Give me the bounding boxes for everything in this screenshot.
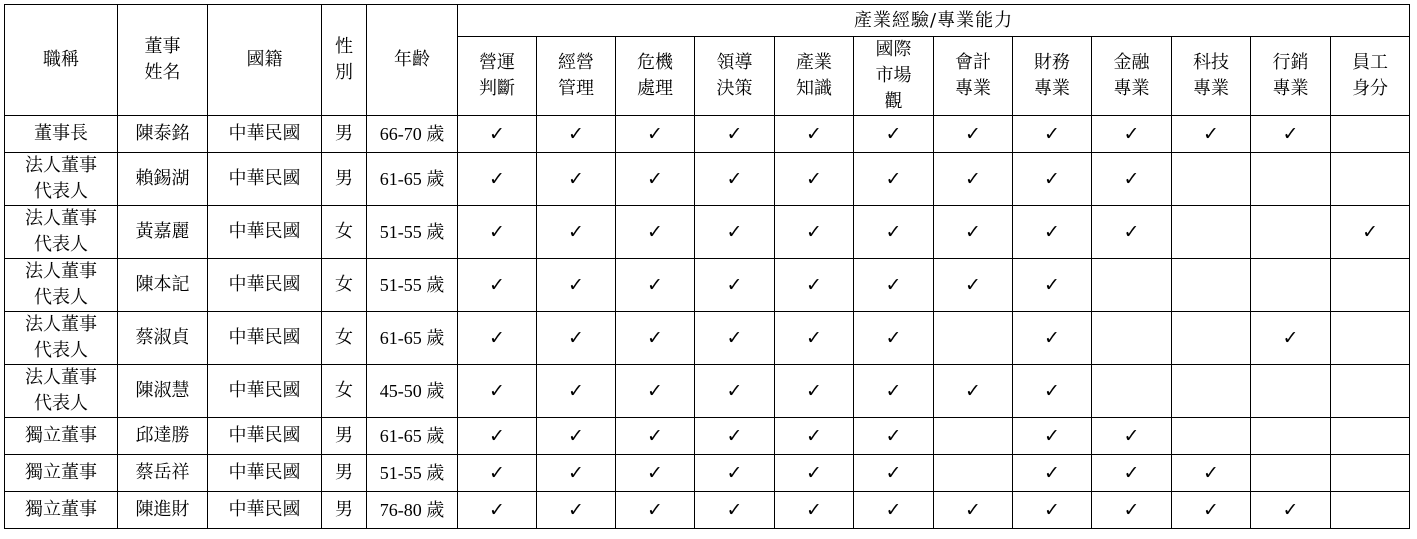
cell-age: 51-55 歲 [367, 206, 458, 259]
header-skill-3: 領導 決策 [695, 37, 775, 116]
check-mark-icon: ✓ [775, 206, 854, 259]
cell-empty [1172, 312, 1251, 365]
cell-title: 董事長 [5, 116, 118, 153]
cell-name: 蔡淑貞 [118, 312, 208, 365]
check-mark-icon: ✓ [616, 116, 695, 153]
check-mark-icon: ✓ [616, 153, 695, 206]
cell-empty [934, 418, 1013, 455]
cell-gender: 男 [322, 492, 367, 529]
header-age: 年齡 [367, 5, 458, 116]
cell-age: 61-65 歲 [367, 153, 458, 206]
cell-nationality: 中華民國 [208, 206, 322, 259]
check-mark-icon: ✓ [1092, 455, 1172, 492]
check-mark-icon: ✓ [1251, 492, 1331, 529]
check-mark-icon: ✓ [537, 259, 616, 312]
cell-age: 51-55 歲 [367, 259, 458, 312]
check-mark-icon: ✓ [695, 116, 775, 153]
check-mark-icon: ✓ [775, 116, 854, 153]
check-mark-icon: ✓ [775, 153, 854, 206]
check-mark-icon: ✓ [775, 259, 854, 312]
cell-empty [934, 455, 1013, 492]
check-mark-icon: ✓ [1251, 312, 1331, 365]
check-mark-icon: ✓ [1013, 259, 1092, 312]
header-skill-8: 金融 專業 [1092, 37, 1172, 116]
header-skill-9: 科技 專業 [1172, 37, 1251, 116]
check-mark-icon: ✓ [537, 492, 616, 529]
cell-age: 45-50 歲 [367, 365, 458, 418]
check-mark-icon: ✓ [854, 206, 934, 259]
cell-name: 陳泰銘 [118, 116, 208, 153]
check-mark-icon: ✓ [1092, 153, 1172, 206]
cell-age: 76-80 歲 [367, 492, 458, 529]
check-mark-icon: ✓ [695, 206, 775, 259]
cell-title: 法人董事 代表人 [5, 365, 118, 418]
cell-gender: 女 [322, 312, 367, 365]
check-mark-icon: ✓ [934, 492, 1013, 529]
cell-gender: 女 [322, 365, 367, 418]
table-row [5, 116, 1410, 153]
check-mark-icon: ✓ [616, 206, 695, 259]
check-mark-icon: ✓ [616, 418, 695, 455]
cell-nationality: 中華民國 [208, 418, 322, 455]
cell-nationality: 中華民國 [208, 116, 322, 153]
cell-gender: 男 [322, 418, 367, 455]
check-mark-icon: ✓ [1013, 153, 1092, 206]
check-mark-icon: ✓ [775, 418, 854, 455]
check-mark-icon: ✓ [458, 153, 537, 206]
check-mark-icon: ✓ [1092, 418, 1172, 455]
check-mark-icon: ✓ [854, 312, 934, 365]
cell-nationality: 中華民國 [208, 492, 322, 529]
cell-name: 蔡岳祥 [118, 455, 208, 492]
cell-empty [1251, 259, 1331, 312]
cell-empty [1331, 418, 1410, 455]
header-skill-4: 產業 知識 [775, 37, 854, 116]
check-mark-icon: ✓ [934, 116, 1013, 153]
check-mark-icon: ✓ [616, 455, 695, 492]
cell-empty [1172, 365, 1251, 418]
cell-title: 獨立董事 [5, 418, 118, 455]
table-row [5, 492, 1410, 529]
check-mark-icon: ✓ [934, 153, 1013, 206]
check-mark-icon: ✓ [695, 312, 775, 365]
check-mark-icon: ✓ [537, 312, 616, 365]
check-mark-icon: ✓ [458, 455, 537, 492]
header-skill-0: 營運 判斷 [458, 37, 537, 116]
check-mark-icon: ✓ [537, 153, 616, 206]
cell-gender: 女 [322, 206, 367, 259]
cell-name: 陳本記 [118, 259, 208, 312]
table-row [5, 206, 1410, 259]
table-row [5, 259, 1410, 312]
check-mark-icon: ✓ [695, 259, 775, 312]
check-mark-icon: ✓ [616, 365, 695, 418]
check-mark-icon: ✓ [934, 365, 1013, 418]
check-mark-icon: ✓ [458, 259, 537, 312]
check-mark-icon: ✓ [854, 116, 934, 153]
check-mark-icon: ✓ [1013, 365, 1092, 418]
header-title: 職稱 [5, 5, 118, 116]
cell-empty [1331, 116, 1410, 153]
cell-title: 獨立董事 [5, 455, 118, 492]
cell-title: 法人董事 代表人 [5, 206, 118, 259]
table-row [5, 418, 1410, 455]
check-mark-icon: ✓ [458, 116, 537, 153]
cell-empty [1331, 492, 1410, 529]
cell-title: 法人董事 代表人 [5, 312, 118, 365]
check-mark-icon: ✓ [537, 206, 616, 259]
check-mark-icon: ✓ [775, 492, 854, 529]
check-mark-icon: ✓ [1251, 116, 1331, 153]
header-name: 董事 姓名 [118, 5, 208, 116]
cell-nationality: 中華民國 [208, 455, 322, 492]
cell-empty [1251, 455, 1331, 492]
check-mark-icon: ✓ [1013, 455, 1092, 492]
cell-empty [1172, 259, 1251, 312]
check-mark-icon: ✓ [854, 365, 934, 418]
table-row [5, 312, 1410, 365]
table-row [5, 455, 1410, 492]
cell-name: 陳進財 [118, 492, 208, 529]
cell-empty [1172, 153, 1251, 206]
header-skills-group: 產業經驗/專業能力 [458, 5, 1410, 37]
cell-empty [1331, 312, 1410, 365]
cell-empty [1251, 418, 1331, 455]
check-mark-icon: ✓ [695, 365, 775, 418]
check-mark-icon: ✓ [695, 492, 775, 529]
check-mark-icon: ✓ [1013, 418, 1092, 455]
check-mark-icon: ✓ [537, 365, 616, 418]
check-mark-icon: ✓ [775, 312, 854, 365]
cell-gender: 男 [322, 455, 367, 492]
check-mark-icon: ✓ [934, 206, 1013, 259]
cell-empty [1172, 418, 1251, 455]
check-mark-icon: ✓ [1092, 206, 1172, 259]
cell-empty [934, 312, 1013, 365]
cell-name: 賴錫湖 [118, 153, 208, 206]
check-mark-icon: ✓ [695, 455, 775, 492]
cell-empty [1251, 153, 1331, 206]
cell-title: 法人董事 代表人 [5, 259, 118, 312]
check-mark-icon: ✓ [537, 455, 616, 492]
cell-name: 陳淑慧 [118, 365, 208, 418]
check-mark-icon: ✓ [1172, 116, 1251, 153]
cell-title: 獨立董事 [5, 492, 118, 529]
header-skill-7: 財務 專業 [1013, 37, 1092, 116]
check-mark-icon: ✓ [458, 418, 537, 455]
check-mark-icon: ✓ [854, 455, 934, 492]
check-mark-icon: ✓ [854, 153, 934, 206]
check-mark-icon: ✓ [616, 259, 695, 312]
cell-empty [1251, 206, 1331, 259]
cell-empty [1331, 455, 1410, 492]
cell-age: 51-55 歲 [367, 455, 458, 492]
cell-empty [1092, 365, 1172, 418]
cell-age: 66-70 歲 [367, 116, 458, 153]
header-skill-6: 會計 專業 [934, 37, 1013, 116]
check-mark-icon: ✓ [458, 312, 537, 365]
cell-gender: 男 [322, 153, 367, 206]
check-mark-icon: ✓ [854, 492, 934, 529]
check-mark-icon: ✓ [458, 206, 537, 259]
check-mark-icon: ✓ [854, 418, 934, 455]
check-mark-icon: ✓ [458, 365, 537, 418]
check-mark-icon: ✓ [854, 259, 934, 312]
table-row [5, 365, 1410, 418]
check-mark-icon: ✓ [695, 153, 775, 206]
cell-empty [1251, 365, 1331, 418]
check-mark-icon: ✓ [616, 312, 695, 365]
header-skill-10: 行銷 專業 [1251, 37, 1331, 116]
cell-empty [1092, 259, 1172, 312]
cell-empty [1092, 312, 1172, 365]
header-skill-1: 經營 管理 [537, 37, 616, 116]
check-mark-icon: ✓ [1331, 206, 1410, 259]
cell-age: 61-65 歲 [367, 312, 458, 365]
cell-nationality: 中華民國 [208, 153, 322, 206]
header-gender: 性 別 [322, 5, 367, 116]
check-mark-icon: ✓ [695, 418, 775, 455]
cell-nationality: 中華民國 [208, 365, 322, 418]
check-mark-icon: ✓ [1013, 206, 1092, 259]
check-mark-icon: ✓ [458, 492, 537, 529]
cell-empty [1331, 153, 1410, 206]
check-mark-icon: ✓ [537, 418, 616, 455]
cell-nationality: 中華民國 [208, 312, 322, 365]
check-mark-icon: ✓ [1013, 492, 1092, 529]
cell-name: 黃嘉麗 [118, 206, 208, 259]
cell-empty [1331, 365, 1410, 418]
header-skill-5: 國際 市場 觀 [854, 37, 934, 116]
cell-name: 邱達勝 [118, 418, 208, 455]
header-skill-2: 危機 處理 [616, 37, 695, 116]
header-nationality: 國籍 [208, 5, 322, 116]
check-mark-icon: ✓ [775, 455, 854, 492]
check-mark-icon: ✓ [1172, 492, 1251, 529]
cell-empty [1172, 206, 1251, 259]
cell-title: 法人董事 代表人 [5, 153, 118, 206]
header-skill-11: 員工 身分 [1331, 37, 1410, 116]
cell-empty [1331, 259, 1410, 312]
check-mark-icon: ✓ [537, 116, 616, 153]
check-mark-icon: ✓ [1013, 312, 1092, 365]
check-mark-icon: ✓ [934, 259, 1013, 312]
check-mark-icon: ✓ [1172, 455, 1251, 492]
cell-gender: 男 [322, 116, 367, 153]
check-mark-icon: ✓ [775, 365, 854, 418]
check-mark-icon: ✓ [1013, 116, 1092, 153]
cell-age: 61-65 歲 [367, 418, 458, 455]
check-mark-icon: ✓ [1092, 492, 1172, 529]
check-mark-icon: ✓ [1092, 116, 1172, 153]
cell-gender: 女 [322, 259, 367, 312]
table-row [5, 153, 1410, 206]
board-skills-table [4, 4, 1410, 529]
check-mark-icon: ✓ [616, 492, 695, 529]
cell-nationality: 中華民國 [208, 259, 322, 312]
